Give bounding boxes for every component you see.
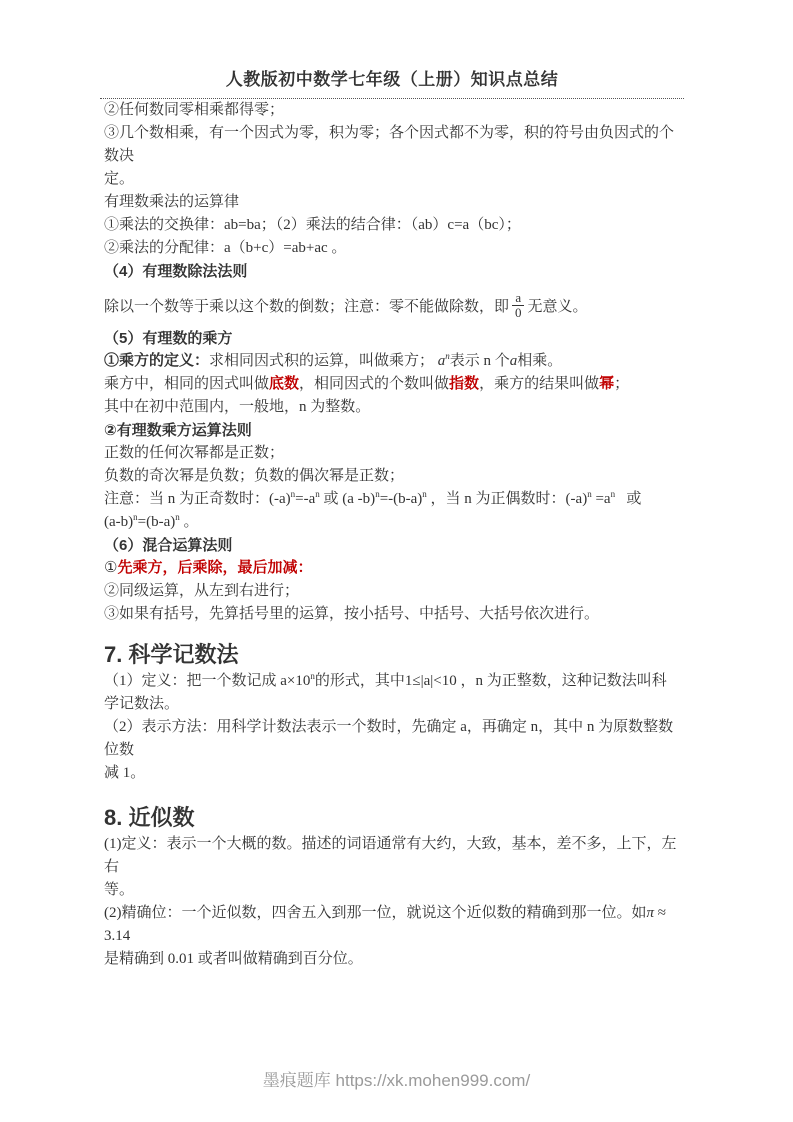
power-definition-label: ①乘方的定义： (104, 353, 210, 369)
exponent-n: n (175, 512, 180, 522)
mixed-rule-2: ②同级运算，从左到右进行； (104, 583, 300, 599)
fraction-a-over-0 (512, 291, 525, 319)
keyword-base: 底数 (269, 376, 300, 392)
power-definition-pre: 求相同因式积的运算，叫做乘方； (209, 353, 438, 369)
note-text: 。 (179, 514, 199, 530)
mul-rule-line-3b: 定。 (104, 171, 135, 187)
exponent-n: n (587, 489, 592, 499)
exponent-n: n (310, 671, 315, 681)
approx-definition-line-2: 等。 (104, 882, 135, 898)
sci-definition-line-2: 学记数法。 (104, 696, 180, 712)
mixed-rule-3: ③如果有括号，先算括号里的运算，按小括号、中括号、大括号依次进行。 (104, 606, 600, 622)
note-text: 注意：当 n 为正奇数时：(-a) (104, 491, 291, 507)
approx-precision-line-1 (104, 902, 680, 948)
division-rule-line (104, 283, 680, 327)
terms-text: ，乘方的结果叫做 (479, 376, 600, 392)
section-heading-power: （5）有理数的乘方 (104, 330, 233, 347)
pi-symbol: π (646, 905, 655, 921)
exponent-n: n (610, 489, 616, 499)
mixed-rule-1-prefix: ① (104, 560, 118, 576)
mul-rule-line-2: ②任何数同零相乘都得零； (104, 102, 285, 118)
mul-law-distributive-line: ②乘法的分配律：a（b+c）=ab+ac 。 (104, 240, 347, 256)
keyword-exponent: 指数 (449, 376, 480, 392)
terms-text: ； (614, 376, 630, 392)
sci-def-text: （1）定义：把一个数记成 a×10 (104, 673, 311, 689)
exponent-n: n (133, 512, 138, 522)
exponent-n: n (290, 489, 296, 499)
fraction-numerator: a (512, 291, 524, 306)
note-text: =-a (295, 491, 316, 507)
sci-def-text: 的形式，其中1≤|a|<10 ，n 为正整数，这种记数法叫科 (314, 673, 667, 689)
power-rule-1: 正数的任何次幂都是正数； (104, 445, 285, 461)
variable-a: a (509, 353, 518, 369)
power-definition-end: 相乘。 (517, 353, 563, 369)
power-rule-2: 负数的奇次幂是负数；负数的偶次幂是正数； (104, 468, 405, 484)
keyword-power: 幂 (599, 376, 615, 392)
power-terms-line (104, 373, 680, 396)
mixed-rule-1-highlight: 先乘方，后乘除，最后加减： (117, 560, 313, 576)
section-heading-approximate-number: 8. 近似数 (104, 805, 195, 830)
mixed-rule-1 (104, 557, 680, 580)
section-heading-division: （4）有理数除法法则 (104, 263, 248, 280)
power-definition-mid: 表示 n 个 (449, 353, 510, 369)
power-note-line-1 (104, 488, 680, 511)
approx-definition-line-1: (1)定义：表示一个大概的数。描述的词语通常有大约，大致，基本，差不多，上下，左右 (104, 836, 677, 875)
note-text: =(b-a) (137, 514, 176, 530)
mul-law-commutative-line: ①乘法的交换律：ab=ba；（2）乘法的结合律：（ab）c=a（bc）； (104, 217, 521, 233)
note-text: ，当 n 为正偶数时：(-a) (426, 491, 588, 507)
power-note-line-2 (104, 511, 680, 534)
exponent-n: n (445, 351, 450, 361)
note-text: 或 (a -b) (319, 491, 376, 507)
exponent-n: n (375, 489, 380, 499)
approx-precision-line-2: 是精确到 0.01 或者叫做精确到百分位。 (104, 951, 363, 967)
fraction-denominator: 0 (515, 304, 522, 320)
power-rules-heading: ②有理数乘方运算法则 (104, 422, 252, 439)
sci-definition-line-1 (104, 670, 680, 693)
power-range-line: 其中在初中范围内，一般地，n 为整数。 (104, 399, 371, 415)
precision-text: (2)精确位：一个近似数，四舍五入到那一位，就说这个近似数的精确到那一位。如 (104, 905, 647, 921)
sci-method-line-2: 减 1。 (104, 765, 146, 781)
note-text: =a (591, 491, 611, 507)
exponent-n: n (315, 489, 320, 499)
mul-rule-line-3a: ③几个数相乘，有一个因式为零，积为零；各个因式都不为零，积的符号由负因式的个数决 (104, 125, 675, 164)
watermark-footer: 墨痕题库 https://xk.mohen999.com/ (262, 1071, 531, 1090)
variable-a: a (437, 353, 446, 369)
note-text: (a-b) (104, 514, 134, 530)
note-text: =-(b-a) (379, 491, 423, 507)
division-rule-text-post: 无意义。 (527, 298, 588, 315)
section-heading-mixed-ops: （6）混合运算法则 (104, 537, 233, 554)
document-body (104, 68, 680, 971)
section-heading-scientific-notation: 7. 科学记数法 (104, 642, 239, 667)
division-rule-text-pre: 除以一个数等于乘以这个数的倒数；注意：零不能做除数，即 (104, 298, 510, 315)
precision-text: ≈ 3.14 (104, 905, 670, 944)
exponent-n: n (422, 489, 427, 499)
power-definition-line (104, 350, 680, 373)
mul-laws-title: 有理数乘法的运算律 (104, 194, 240, 210)
sci-method-line-1: （2）表示方法：用科学计数法表示一个数时，先确定 a，再确定 n，其中 n 为原数整数位数 (104, 719, 674, 758)
page-title: 人教版初中数学七年级（上册）知识点总结 (225, 70, 559, 89)
terms-text: 乘方中，相同的因式叫做 (104, 376, 270, 392)
note-text: 或 (615, 491, 642, 507)
terms-text: ，相同因式的个数叫做 (299, 376, 450, 392)
document-header (100, 68, 684, 99)
